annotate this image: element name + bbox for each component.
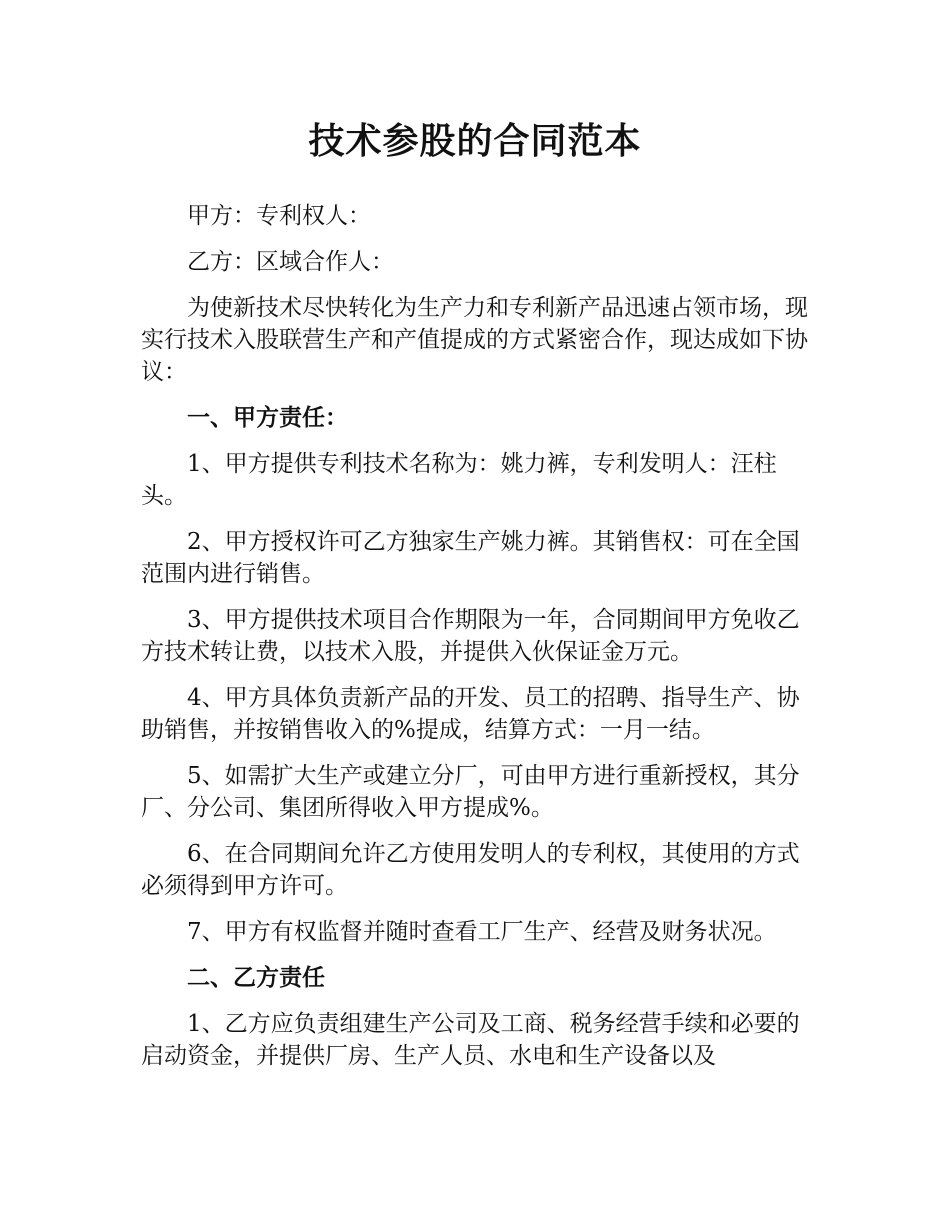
intro-paragraph: 为使新技术尽快转化为生产力和专利新产品迅速占领市场，现实行技术入股联营生产和产值提成的方式紧密合作，现达成如下协议： xyxy=(141,295,808,385)
clause-a-4: 4、甲方具体负责新产品的开发、员工的招聘、指导生产、协助销售，并按销售收入的%提成，结算方式：一月一结。 xyxy=(141,685,800,743)
clause-b-1: 1、乙方应负责组建生产公司及工商、税务经营手续和必要的启动资金，并提供厂房、生产人员、水电和生产设备以及 xyxy=(141,1011,800,1069)
section-heading-party-b-duties: 二、乙方责任 xyxy=(187,965,325,991)
section-heading-party-a-duties: 一、甲方责任： xyxy=(187,405,348,431)
clause-a-1: 1、甲方提供专利技术名称为：姚力裤，专利发明人：汪柱头。 xyxy=(141,451,777,509)
clause-a-3: 3、甲方提供技术项目合作期限为一年，合同期间甲方免收乙方技术转让费，以技术入股，并提供入伙保证金万元。 xyxy=(141,607,800,665)
document-title: 技术参股的合同范本 xyxy=(308,121,642,162)
document-body xyxy=(141,200,816,1072)
clause-a-7: 7、甲方有权监督并随时查看工厂生产、经营及财务状况。 xyxy=(187,919,777,945)
party-a-line: 甲方：专利权人： xyxy=(187,203,371,229)
clause-a-6: 6、在合同期间允许乙方使用发明人的专利权，其使用的方式必须得到甲方许可。 xyxy=(141,841,800,899)
party-b-line: 乙方：区域合作人： xyxy=(187,249,394,275)
clause-a-2: 2、甲方授权许可乙方独家生产姚力裤。其销售权：可在全国范围内进行销售。 xyxy=(141,529,800,587)
clause-a-5: 5、如需扩大生产或建立分厂，可由甲方进行重新授权，其分厂、分公司、集团所得收入甲方提成%。 xyxy=(141,763,800,821)
